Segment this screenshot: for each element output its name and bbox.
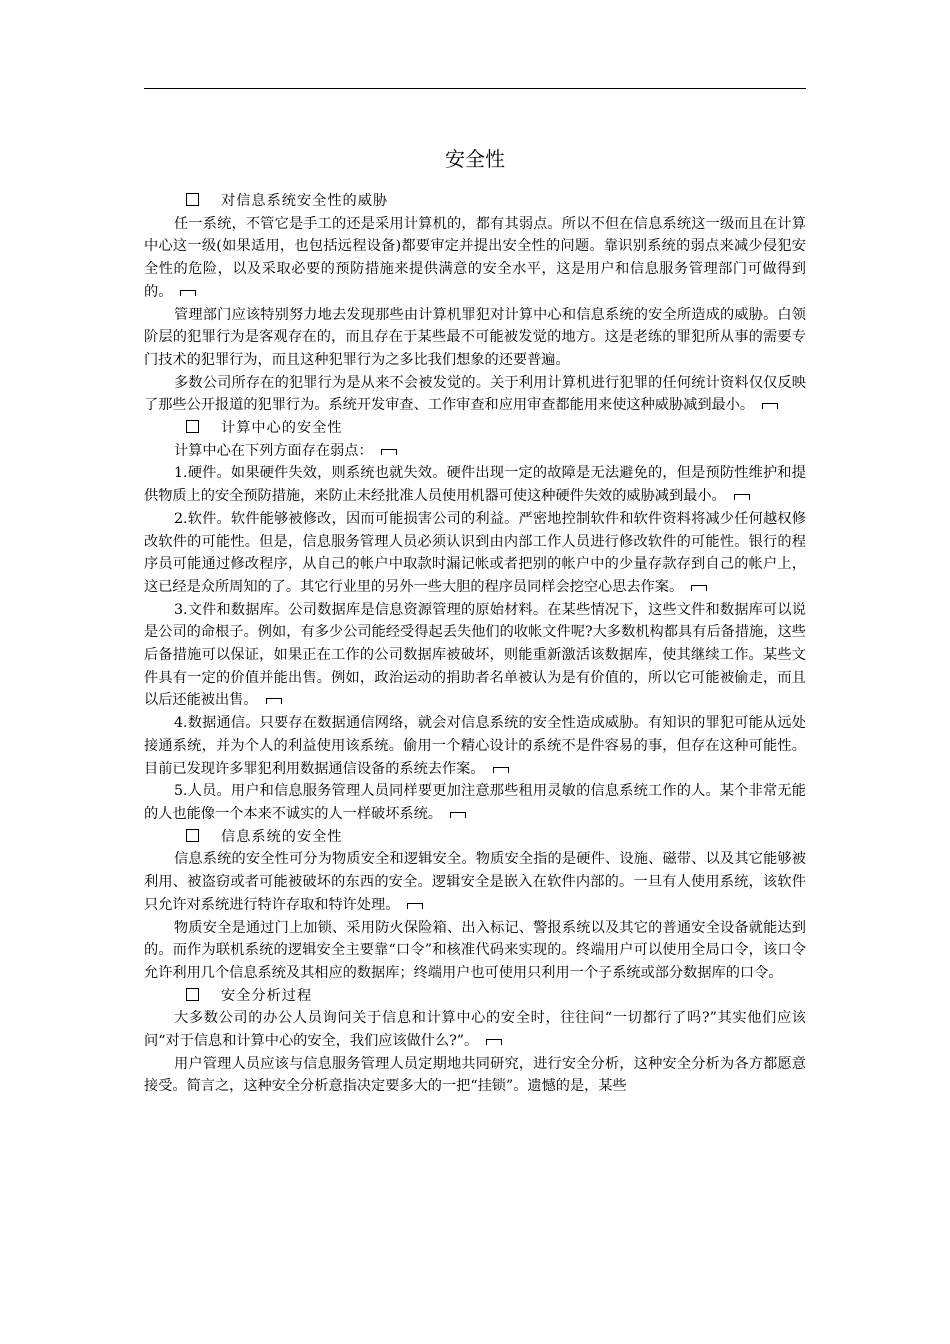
- section-heading: [144, 985, 806, 1008]
- checkbox-square-icon: [186, 988, 199, 1001]
- checkbox-square-icon: [186, 829, 199, 842]
- section-heading: [144, 417, 806, 440]
- document-body: [144, 190, 806, 1098]
- paragraph: 计算中心在下列方面存在弱点：: [144, 440, 806, 463]
- paragraph: 5.人员。用户和信息服务管理人员同样要更加注意那些租用灵敏的信息系统工作的人。某个非常无能的人也能像一个本来不诚实的人一样破坏系统。: [144, 783, 806, 822]
- checkbox-square-icon: [186, 193, 199, 206]
- section-heading-text: 对信息系统安全性的威胁: [221, 193, 389, 209]
- section-heading: [144, 826, 806, 849]
- paragraph-end-mark-icon: [734, 494, 750, 500]
- checkbox-square-icon: [186, 420, 199, 433]
- paragraph-end-mark-icon: [691, 585, 707, 591]
- page-title: 安全性: [445, 147, 505, 171]
- paragraph: 1.硬件。如果硬件失效，则系统也就失效。硬件出现一定的故障是无法避免的，但是预防性维护和提供物质上的安全预防措施，来防止未经批准人员使用机器可使这种硬件失效的威胁减到最小。: [144, 465, 806, 505]
- paragraph-end-mark-icon: [180, 290, 196, 296]
- section-heading-text: 信息系统的安全性: [221, 828, 343, 845]
- paragraph: 大多数公司的办公人员询问关于信息和计算中心的安全时，往往问“一切都行了吗?”其实他们应该问“对于信息和计算中心的安全，我们应该做什么?”。: [144, 1010, 806, 1050]
- paragraph: 管理部门应该特别努力地去发现那些由计算机罪犯对计算中心和信息系统的安全所造成的威胁。白领阶层的犯罪行为是客观存在的，而且存在于某些最不可能被发觉的地方。这是老练的罪犯所从事的需要专门技术的犯罪行为，而且这种犯罪行为之多比我们想象的还要普遍。: [144, 306, 806, 368]
- paragraph: 3.文件和数据库。公司数据库是信息资源管理的原始材料。在某些情况下，这些文件和数据库可以说是公司的命根子。例如，有多少公司能经受得起丢失他们的收帐文件呢?大多数机构都具有后备措施，这些后备措施可以保证，如果正在工作的公司数据库被破坏，则能重新激活该数据库，使其继续工作。某些文件具有一定的价值并能出售。例如，政治运动的捐助者名单被认为是有价值的，所以它可能被偷走，而且以后还能被出售。: [144, 601, 806, 709]
- paragraph: 4.数据通信。只要存在数据通信网络，就会对信息系统的安全性造成威胁。有知识的罪犯可能从远处接通系统，并为个人的利益使用该系统。偷用一个精心设计的系统不是件容易的事，但存在这种可能性。目前已发现许多罪犯利用数据通信设备的系统去作案。: [144, 715, 806, 777]
- paragraph: 信息系统的安全性可分为物质安全和逻辑安全。物质安全指的是硬件、设施、磁带、以及其它能够被利用、被盗窃或者可能被破坏的东西的安全。逻辑安全是嵌入在软件内部的。一旦有人使用系统，该软件只允许对系统进行特许存取和特许处理。: [144, 851, 806, 913]
- paragraph: 2.软件。软件能够被修改，因而可能损害公司的利益。严密地控制软件和软件资料将减少任何越权修改软件的可能性。但是，信息服务管理人员必须认识到由内部工作人员进行修改软件的可能性。银行的程序员可能通过修改程序，从自己的帐户中取款时漏记帐或者把别的帐户中的少量存款存到自己的帐户上，这已经是众所周知的了。其它行业里的另外一些大胆的程序员同样会挖空心思去作案。: [144, 510, 806, 595]
- section-heading: [144, 190, 806, 213]
- header-rule: [144, 88, 806, 89]
- paragraph-end-mark-icon: [381, 449, 397, 455]
- section-heading-text: 计算中心的安全性: [221, 420, 343, 437]
- paragraph-end-mark-icon: [493, 767, 509, 773]
- paragraph-end-mark-icon: [762, 403, 778, 409]
- paragraph: 用户管理人员应该与信息服务管理人员定期地共同研究，进行安全分析，这种安全分析为各方都愿意接受。简言之，这种安全分析意指决定要多大的一把“挂锁”。遗憾的是，某些: [144, 1055, 806, 1095]
- paragraph-end-mark-icon: [486, 1039, 502, 1045]
- paragraph: 多数公司所存在的犯罪行为是从来不会被发觉的。关于利用计算机进行犯罪的任何统计资料仅仅反映了那些公开报道的犯罪行为。系统开发审查、工作审查和应用审查都能用来使这种威胁减到最小。: [144, 374, 806, 414]
- paragraph: 任一系统，不管它是手工的还是采用计算机的，都有其弱点。所以不但在信息系统这一级而且在计算中心这一级(如果适用，也包括远程设备)都要审定并提出安全性的问题。靠识别系统的弱点来减少侵犯安全性的危险，以及采取必要的预防措施来提供满意的安全水平，这是用户和信息服务管理部门可做得到的。: [144, 215, 806, 300]
- paragraph-end-mark-icon: [407, 903, 423, 909]
- paragraph-end-mark-icon: [450, 812, 466, 818]
- paragraph: 物质安全是通过门上加锁、采用防火保险箱、出入标记、警报系统以及其它的普通安全设备就能达到的。而作为联机系统的逻辑安全主要靠“口令”和核准代码来实现的。终端用户可以使用全局口令，该口令允许利用几个信息系统及其相应的数据库；终端用户也可使用只利用一个子系统或部分数据库的口令。: [144, 919, 806, 981]
- section-heading-text: 安全分析过程: [221, 987, 313, 1004]
- paragraph-end-mark-icon: [266, 698, 282, 704]
